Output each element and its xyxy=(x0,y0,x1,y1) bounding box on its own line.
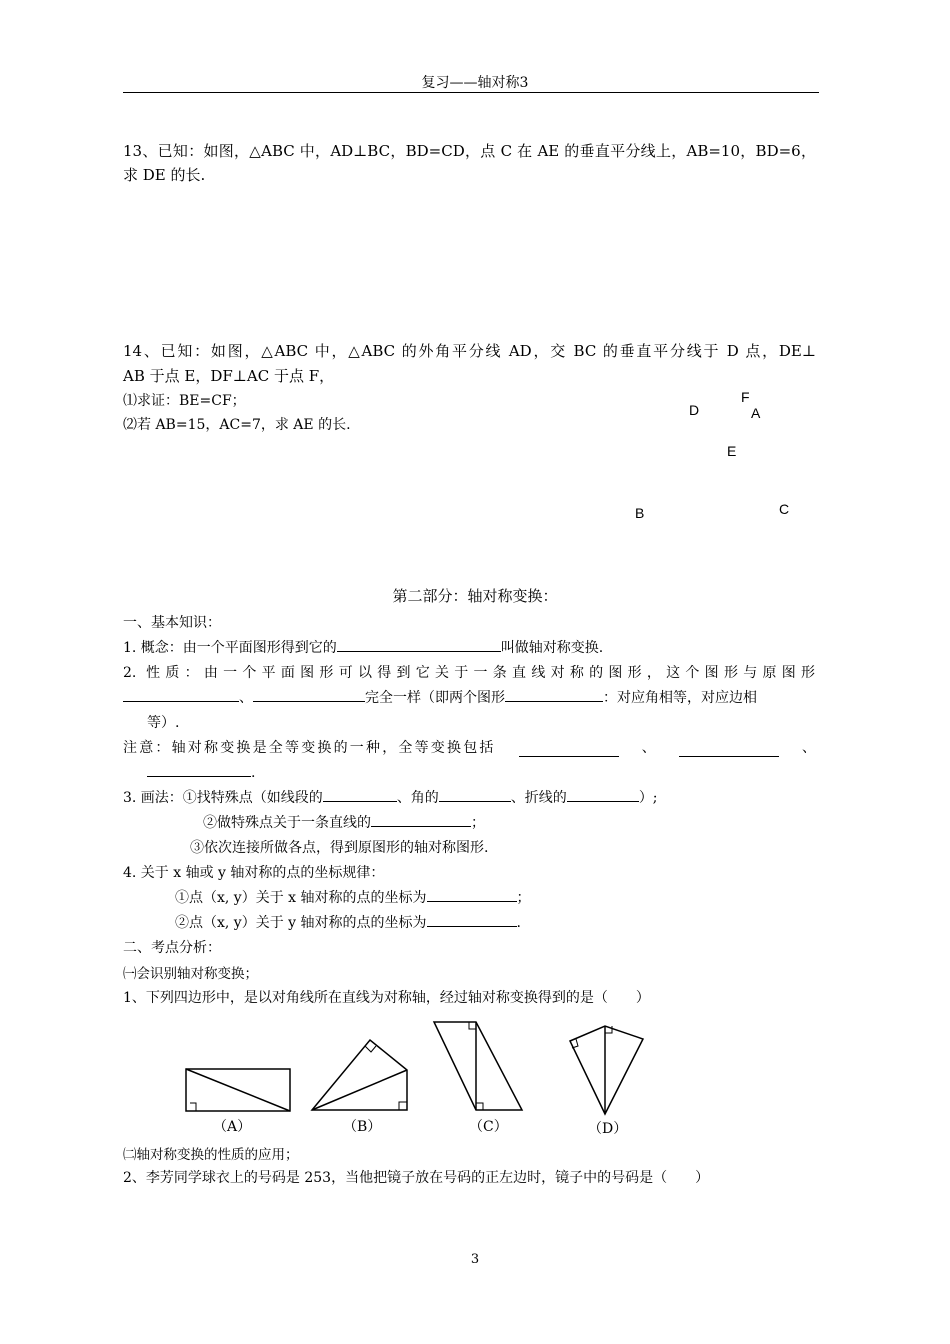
q13-line-1: 13、已知：如图，△ABC 中，AD⊥BC，BD=CD，点 C 在 AE 的垂直平分线上，AB=10，BD=6， xyxy=(123,142,816,160)
drawing-text-a: 3. 画法：①找特殊点（如线段的 xyxy=(123,790,323,806)
figure-label-a: A xyxy=(751,405,761,421)
concept-text-b: 叫做轴对称变换. xyxy=(500,640,604,656)
q14-line-2: AB 于点 E，DF⊥AC 于点 F， xyxy=(123,367,335,385)
q13-line-2: 求 DE 的长. xyxy=(123,166,206,184)
page-number: 3 xyxy=(470,1252,480,1267)
concept-line xyxy=(123,637,603,657)
coords-x-blank xyxy=(427,887,517,902)
coords-y-end: . xyxy=(516,915,521,931)
subsection-2: ㈡轴对称变换的性质的应用； xyxy=(123,1147,299,1163)
drawing-line-1 xyxy=(123,787,658,807)
drawing-blank-4 xyxy=(371,812,471,827)
figure-a xyxy=(185,1068,291,1113)
header-divider xyxy=(123,92,819,93)
figure-label-f: F xyxy=(741,389,750,405)
coords-x-text: ①点（x, y）关于 x 轴对称的点的坐标为 xyxy=(175,890,427,906)
drawing-text-b: 、角的 xyxy=(396,790,439,806)
note-blank-2 xyxy=(679,742,779,757)
q14-line-1: 14、已知：如图，△ABC 中，△ABC 的外角平分线 AD，交 BC 的垂直平分线于 D 点，DE⊥ xyxy=(123,342,816,360)
coords-x-end: ； xyxy=(516,890,531,906)
note-sep-1: 、 xyxy=(641,740,656,756)
figure-b xyxy=(310,1038,412,1112)
concept-text-a: 1. 概念：由一个平面图形得到它的 xyxy=(123,640,337,656)
figure-label-d: D xyxy=(689,402,700,418)
note-end: . xyxy=(251,765,256,781)
property-line-3: 等）. xyxy=(147,715,180,731)
drawing-blank-2 xyxy=(439,787,511,802)
coords-x-rule xyxy=(175,887,531,907)
option-b-label: （B） xyxy=(343,1119,382,1135)
figure-label-b: B xyxy=(635,505,645,521)
drawing-line-3: ③依次连接所做各点，得到原图形的轴对称图形. xyxy=(190,840,489,856)
drawing-step2-text: ②做特殊点关于一条直线的 xyxy=(203,815,371,831)
drawing-blank-3 xyxy=(567,787,639,802)
option-d-label: （D） xyxy=(588,1121,628,1137)
question-2: 2、李芳同学球衣上的号码是 253，当他把镜子放在号码的正左边时，镜子中的号码是（ ） xyxy=(123,1170,710,1186)
figure-label-e: E xyxy=(727,443,737,459)
drawing-text-c: 、折线的 xyxy=(510,790,567,806)
property-line-2 xyxy=(123,687,815,707)
subsection-1: ㈠会识别轴对称变换； xyxy=(123,966,258,982)
option-c-label: （C） xyxy=(469,1119,508,1135)
concept-blank xyxy=(337,637,501,652)
part2-title: 第二部分：轴对称变换： xyxy=(392,587,558,605)
drawing-blank-1 xyxy=(323,787,397,802)
coords-y-rule xyxy=(175,912,521,932)
coords-y-text: ②点（x, y）关于 y 轴对称的点的坐标为 xyxy=(175,915,427,931)
note-text: 注意：轴对称变换是全等变换的一种，全等变换包括 xyxy=(123,740,496,756)
analysis-heading: 二、考点分析： xyxy=(123,940,221,956)
coords-title: 4. 关于 x 轴或 y 轴对称的点的坐标规律： xyxy=(123,865,385,881)
property-line-1: 2. 性质：由一个平面图形可以得到它关于一条直线对称的图形，这个图形与原图形 xyxy=(123,665,815,681)
note-blank-3 xyxy=(147,762,251,777)
q14-part-1: ⑴求证：BE=CF； xyxy=(123,393,246,409)
drawing-step2-end: ； xyxy=(471,815,485,831)
property-sep: 、 xyxy=(239,690,253,706)
q14-part-2: ⑵若 AB=15，AC=7，求 AE 的长. xyxy=(123,417,351,433)
property-blank-3 xyxy=(505,687,603,702)
note-sep-2: 、 xyxy=(801,740,816,756)
property-text-b: 完全一样（即两个图形 xyxy=(365,690,505,706)
property-blank-2 xyxy=(253,687,365,702)
drawing-text-d: ）; xyxy=(638,790,658,806)
header-title: 复习——轴对称3 xyxy=(421,75,529,91)
figure-c xyxy=(432,1020,524,1112)
figure-d xyxy=(568,1024,648,1116)
question-1: 1、下列四边形中，是以对角线所在直线为对称轴，经过轴对称变换得到的是（ ） xyxy=(123,990,650,1006)
figure-label-c: C xyxy=(779,501,790,517)
note-blank-1 xyxy=(519,742,619,757)
note-line-2 xyxy=(147,762,255,781)
note-line-1 xyxy=(123,737,816,757)
coords-y-blank xyxy=(427,912,517,927)
property-text-c: ：对应角相等，对应边相 xyxy=(603,690,757,706)
property-blank-1 xyxy=(123,687,239,702)
option-a-label: （A） xyxy=(213,1119,252,1135)
basic-knowledge-heading: 一、基本知识： xyxy=(123,615,221,631)
drawing-line-2 xyxy=(203,812,485,832)
